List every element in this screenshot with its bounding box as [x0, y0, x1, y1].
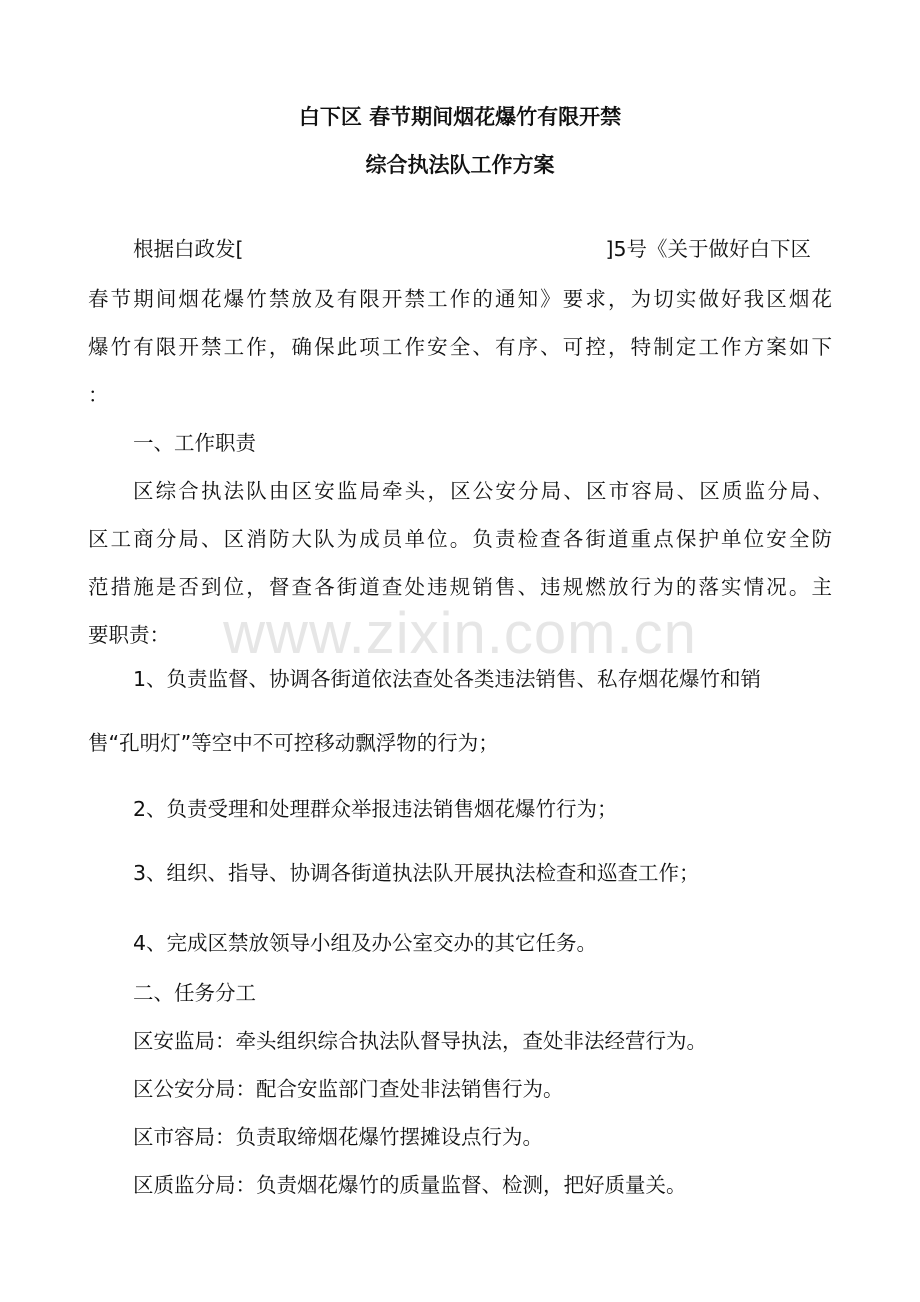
section1-item3: 3、组织、指导、协调各街道执法队开展执法检查和巡查工作；	[133, 861, 700, 885]
section1-item4: 4、完成区禁放领导小组及办公室交办的其它任务。	[133, 931, 598, 955]
section2-line4: 区质监分局：负责烟花爆竹的质量监督、检测，把好质量关。	[133, 1173, 687, 1197]
intro-line1	[133, 235, 833, 263]
section1-para-line3: 范措施是否到位，督查各街道查处违规销售、违规燃放行为的落实情况。主	[88, 575, 832, 599]
intro-line3: 爆竹有限开禁工作，确保此项工作安全、有序、可控，特制定工作方案如下	[88, 335, 832, 359]
intro-line4: ：	[88, 383, 109, 407]
watermark: www.zixin.com.cn	[223, 601, 697, 666]
section2-line3: 区市容局：负责取缔烟花爆竹摆摊设点行为。	[133, 1125, 543, 1149]
intro-line1-part2: ]5号《关于做好白下区	[605, 237, 812, 261]
section1-para-line4: 要职责：	[88, 623, 170, 647]
intro-line2: 春节期间烟花爆竹禁放及有限开禁工作的通知》要求，为切实做好我区烟花	[88, 287, 832, 311]
section1-para-line2: 区工商分局、区消防大队为成员单位。负责检查各街道重点保护单位安全防	[88, 527, 832, 551]
section2-line1: 区安监局：牵头组织综合执法队督导执法，查处非法经营行为。	[133, 1029, 707, 1053]
section2-heading: 二、任务分工	[133, 981, 256, 1005]
document-title-line2: 综合执法队工作方案	[365, 153, 555, 177]
section1-heading: 一、工作职责	[133, 431, 256, 455]
document-title-line1: 白下区 春节期间烟花爆竹有限开禁	[298, 105, 622, 129]
section1-item1-line2: 售“孔明灯”等空中不可控移动飘浮物的行为；	[88, 731, 499, 755]
section2-line2: 区公安分局：配合安监部门查处非法销售行为。	[133, 1077, 564, 1101]
section1-item2: 2、负责受理和处理群众举报违法销售烟花爆竹行为；	[133, 797, 618, 821]
section1-para-line1: 区综合执法队由区安监局牵头，区公安分局、区市容局、区质监分局、	[133, 479, 833, 503]
intro-line1-part1: 根据白政发[	[133, 237, 244, 261]
section1-item1-line1: 1、负责监督、协调各街道依法查处各类违法销售、私存烟花爆竹和销	[133, 667, 762, 691]
